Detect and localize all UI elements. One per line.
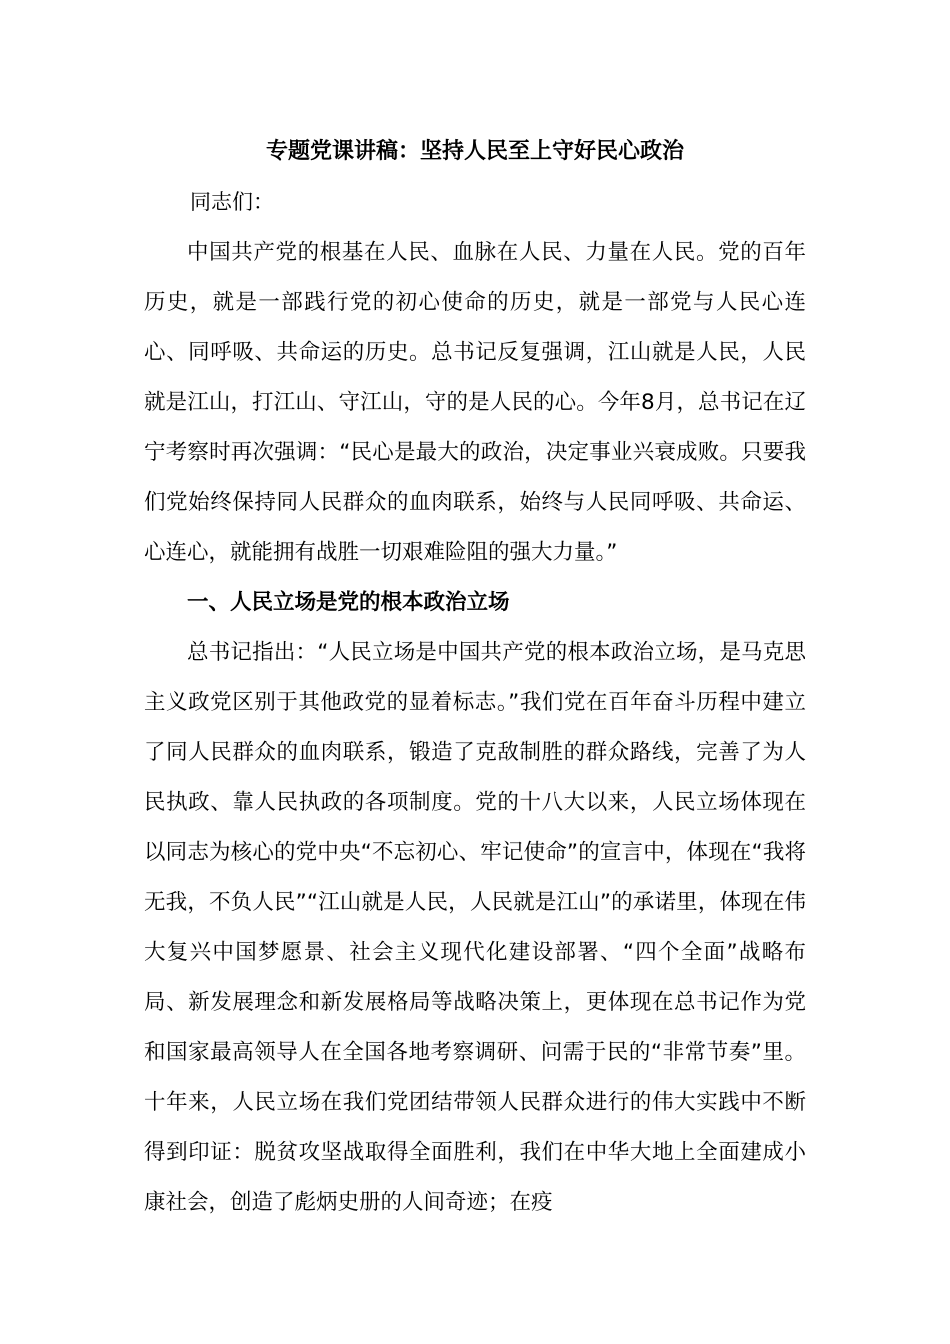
paragraph: 中国共产党的根基在人民、血脉在人民、力量在人民。党的百年历史，就是一部践行党的初心使命的历史，就是一部党与人民心连心、同呼吸、共命运的历史。总书记反复强调，江山就是人民，人民就是江山，打江山、守江山，守的是人民的心。今年8月，总书记在辽宁考察时再次强调：“民心是最大的政治，决定事业兴衰成败。只要我们党始终保持同人民群众的血肉联系，始终与人民同呼吸、共命运、心连心，就能拥有战胜一切艰难险阻的强大力量。” [144,240,806,565]
document-body [144,228,806,1228]
document-page [144,0,806,1344]
document-title: 专题党课讲稿：坚持人民至上守好民心政治 [265,139,684,164]
section-heading: 一、人民立场是党的根本政治立场 [187,590,510,615]
salutation: 同志们： [190,190,274,214]
paragraph: 总书记指出：“人民立场是中国共产党的根本政治立场，是马克思主义政党区别于其他政党的显着标志。”我们党在百年奋斗历程中建立了同人民群众的血肉联系，锻造了克敌制胜的群众路线，完善了为人民执政、靠人民执政的各项制度。党的十八大以来，人民立场体现在以同志为核心的党中央“不忘初心、牢记使命”的宣言中，体现在“我将无我，不负人民”“江山就是人民，人民就是江山”的承诺里，体现在伟大复兴中国梦愿景、社会主义现代化建设部署、“四个全面”战略布局、新发展理念和新发展格局等战略决策上，更体现在总书记作为党和国家最高领导人在全国各地考察调研、问需于民的“非常节奏”里。十年来，人民立场在我们党团结带领人民群众进行的伟大实践中不断得到印证：脱贫攻坚战取得全面胜利，我们在中华大地上全面建成小康社会，创造了彪炳史册的人间奇迹；在疫 [144,640,806,1215]
